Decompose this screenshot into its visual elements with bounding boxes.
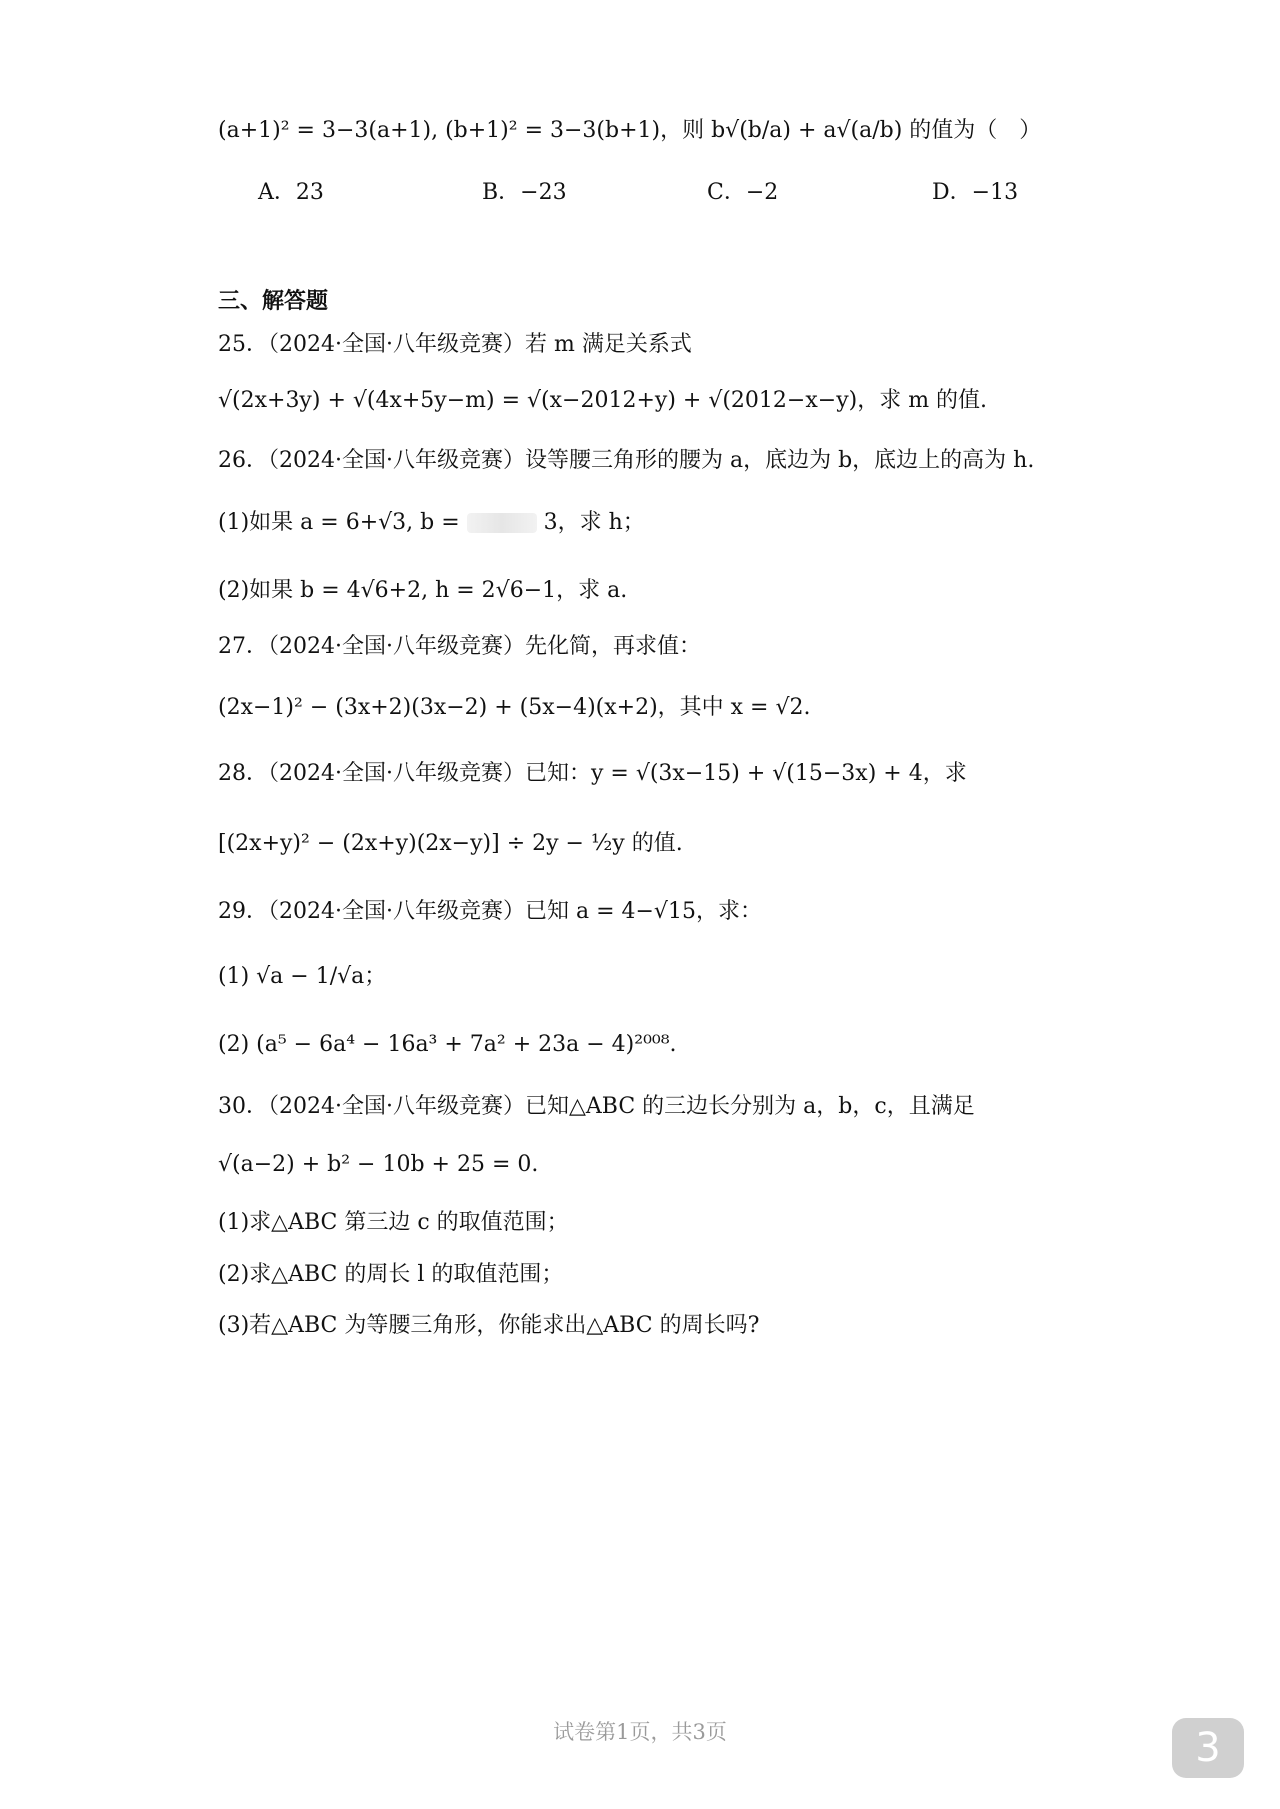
choice-c: C．−2: [707, 180, 779, 205]
blurred-region: [467, 513, 537, 533]
q28-stem: 28．（2024·全国·八年级竞赛）已知：y = √(3x−15) + √(15−3x) + 4，求: [218, 761, 967, 786]
q30-formula: √(a−2) + b² − 10b + 25 = 0.: [218, 1152, 539, 1177]
q30-part3: (3)若△ABC 为等腰三角形，你能求出△ABC 的周长吗?: [218, 1313, 760, 1338]
q26-part1-a: (1)如果 a = 6+√3, b =: [218, 510, 460, 535]
q24-condition: (a+1)² = 3−3(a+1), (b+1)² = 3−3(b+1)，则 b√(b/a) + a√(a/b) 的值为（ ）: [218, 118, 1042, 143]
choice-d: D．−13: [932, 180, 1019, 205]
q25-formula: √(2x+3y) + √(4x+5y−m) = √(x−2012+y) + √(2012−x−y)，求 m 的值.: [218, 388, 988, 413]
q29-part1: (1) √a − 1/√a；: [218, 964, 387, 989]
section-heading: 三、解答题: [218, 289, 329, 314]
page-footer: 试卷第1页，共3页: [553, 1720, 727, 1744]
page-number-badge[interactable]: 3: [1172, 1718, 1244, 1778]
q26-part1-b: 3，求 h；: [543, 510, 645, 535]
q27-formula: (2x−1)² − (3x+2)(3x−2) + (5x−4)(x+2)，其中 x = √2.: [218, 695, 811, 720]
choice-b: B．−23: [482, 180, 567, 205]
q30-part1: (1)求△ABC 第三边 c 的取值范围；: [218, 1210, 569, 1235]
q25-stem: 25．（2024·全国·八年级竞赛）若 m 满足关系式: [218, 332, 692, 357]
q28-formula: [(2x+y)² − (2x+y)(2x−y)] ÷ 2y − ½y 的值.: [218, 831, 683, 856]
q29-stem: 29．（2024·全国·八年级竞赛）已知 a = 4−√15，求：: [218, 899, 762, 924]
q30-stem: 30．（2024·全国·八年级竞赛）已知△ABC 的三边长分别为 a，b，c，且满足: [218, 1094, 975, 1119]
q26-stem: 26．（2024·全国·八年级竞赛）设等腰三角形的腰为 a，底边为 b，底边上的高为 h.: [218, 448, 1035, 473]
q26-part1: [218, 508, 645, 538]
q30-part2: (2)求△ABC 的周长 l 的取值范围；: [218, 1262, 564, 1287]
choice-a: A．23: [258, 180, 324, 205]
q26-part2: (2)如果 b = 4√6+2, h = 2√6−1，求 a.: [218, 578, 628, 603]
q29-part2: (2) (a⁵ − 6a⁴ − 16a³ + 7a² + 23a − 4)²⁰⁰⁸.: [218, 1032, 677, 1057]
q27-stem: 27．（2024·全国·八年级竞赛）先化简，再求值：: [218, 634, 701, 659]
